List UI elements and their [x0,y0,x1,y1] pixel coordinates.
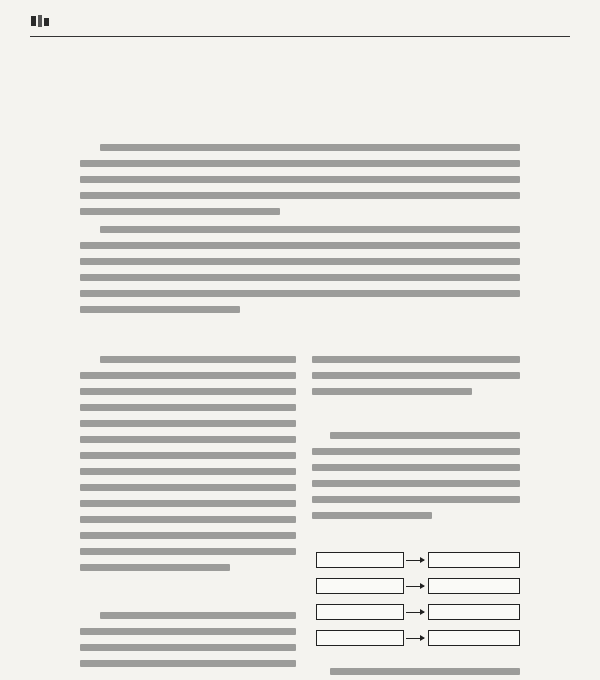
text-line [312,356,520,363]
text-line [312,372,520,379]
text-line [80,176,520,183]
flow-step-1 [316,552,404,568]
text-line [330,668,520,675]
text-line [312,496,520,503]
text-line [80,372,296,379]
text-line [80,516,296,523]
text-line [80,258,520,265]
flow-step-7 [316,630,404,646]
text-line [100,356,296,363]
text-line [80,290,520,297]
flow-arrow-icon [406,586,424,587]
flow-step-2 [428,552,520,568]
text-line [312,512,432,519]
text-line [80,500,296,507]
text-line [80,274,520,281]
flow-step-6 [428,604,520,620]
text-line [80,208,280,215]
text-line [80,452,296,459]
text-line [330,432,520,439]
text-line [100,226,520,233]
text-line [80,644,296,651]
text-line [80,660,296,667]
text-line [80,564,230,571]
text-line [100,144,520,151]
header-rule [30,36,570,37]
flow-step-8 [428,630,520,646]
text-line [100,612,296,619]
flow-step-5 [316,604,404,620]
flow-arrow-icon [406,560,424,561]
running-header [30,14,570,30]
text-line [80,628,296,635]
flow-arrow-icon [406,612,424,613]
text-line [312,388,472,395]
text-line [80,388,296,395]
text-line [80,306,240,313]
text-line [80,420,296,427]
text-line [80,468,296,475]
text-line [80,532,296,539]
text-line [312,448,520,455]
text-line [80,242,520,249]
text-line [80,484,296,491]
text-line [312,480,520,487]
text-line [80,192,520,199]
flow-step-3 [316,578,404,594]
text-line [80,548,296,555]
text-line [80,160,520,167]
flow-arrow-icon [406,638,424,639]
flow-step-4 [428,578,520,594]
text-line [80,436,296,443]
journal-logo-icon [30,14,50,28]
text-line [80,404,296,411]
text-line [312,464,520,471]
